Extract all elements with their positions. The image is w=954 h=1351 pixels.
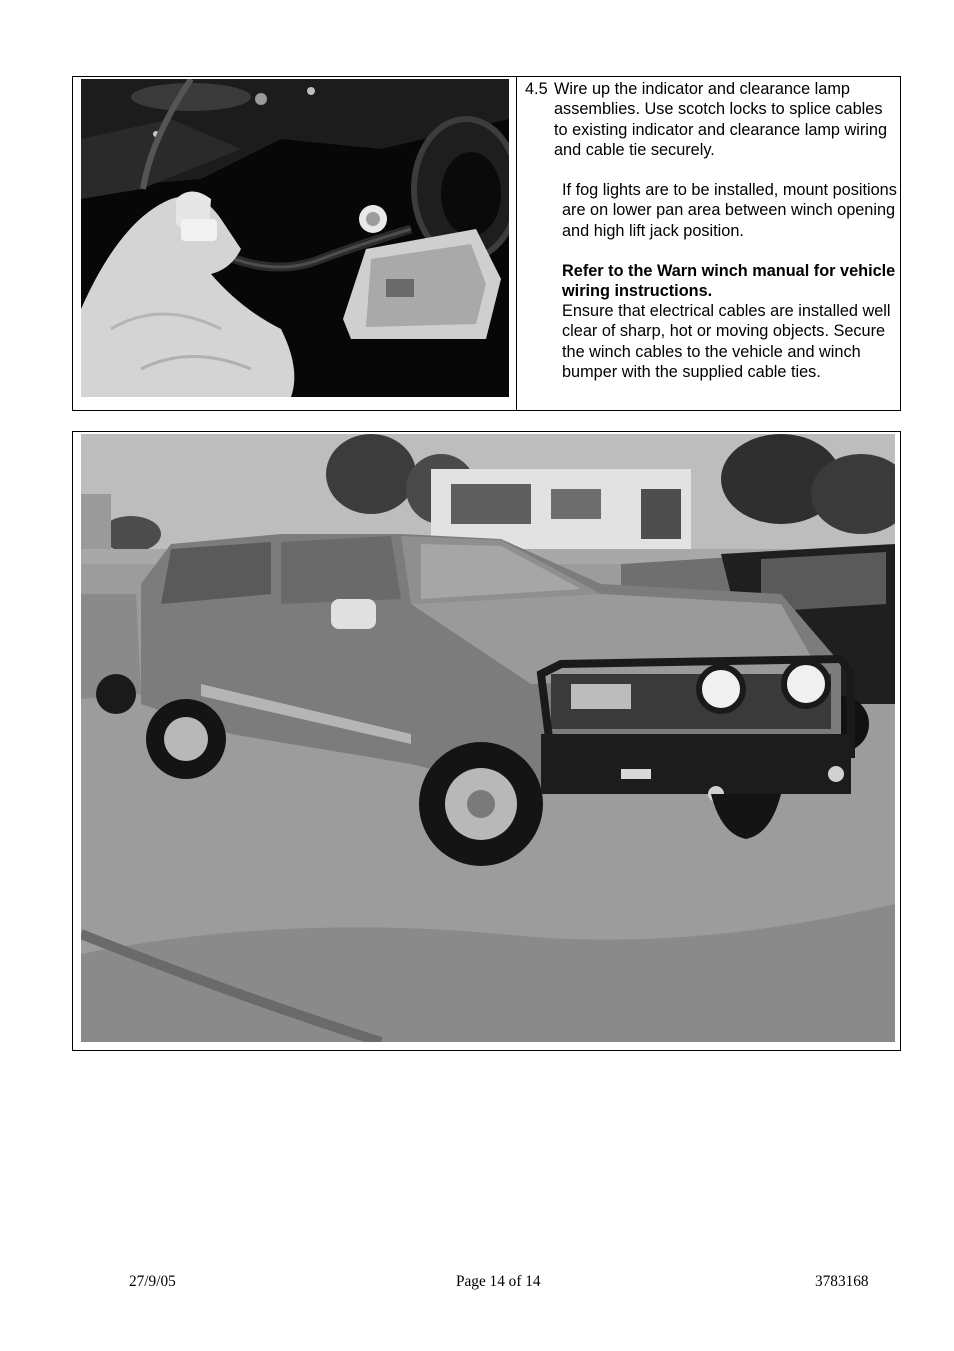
step-text: Wire up the indicator and clearance lamp assemblies. Use scotch locks to splice cables to existing indicator and clearance lamp wiring and cable tie securely.: [554, 80, 888, 159]
footer-document-number: 3783168: [815, 1273, 869, 1290]
column-divider: [516, 77, 517, 410]
fog-light-note: If fog lights are to be installed, mount positions are on lower pan area between winch opening and high lift jack position.: [562, 181, 897, 240]
instruction-text: [525, 77, 897, 410]
wiring-photo: [81, 79, 509, 397]
instruction-table: [72, 76, 901, 411]
vehicle-photo: [81, 434, 895, 1042]
step-number: 4.5: [525, 80, 548, 98]
warning-heading: Refer to the Warn winch manual for vehicle wiring instructions.: [562, 262, 896, 301]
footer-date: 27/9/05: [129, 1273, 176, 1290]
warning-text: Ensure that electrical cables are installed well clear of sharp, hot or moving objects. Secure the winch cables to the vehicle and winch bumper with the supplied cable ties.: [562, 302, 891, 381]
vehicle-photo-frame: [72, 431, 901, 1051]
footer-page-number: Page 14 of 14: [456, 1273, 541, 1290]
